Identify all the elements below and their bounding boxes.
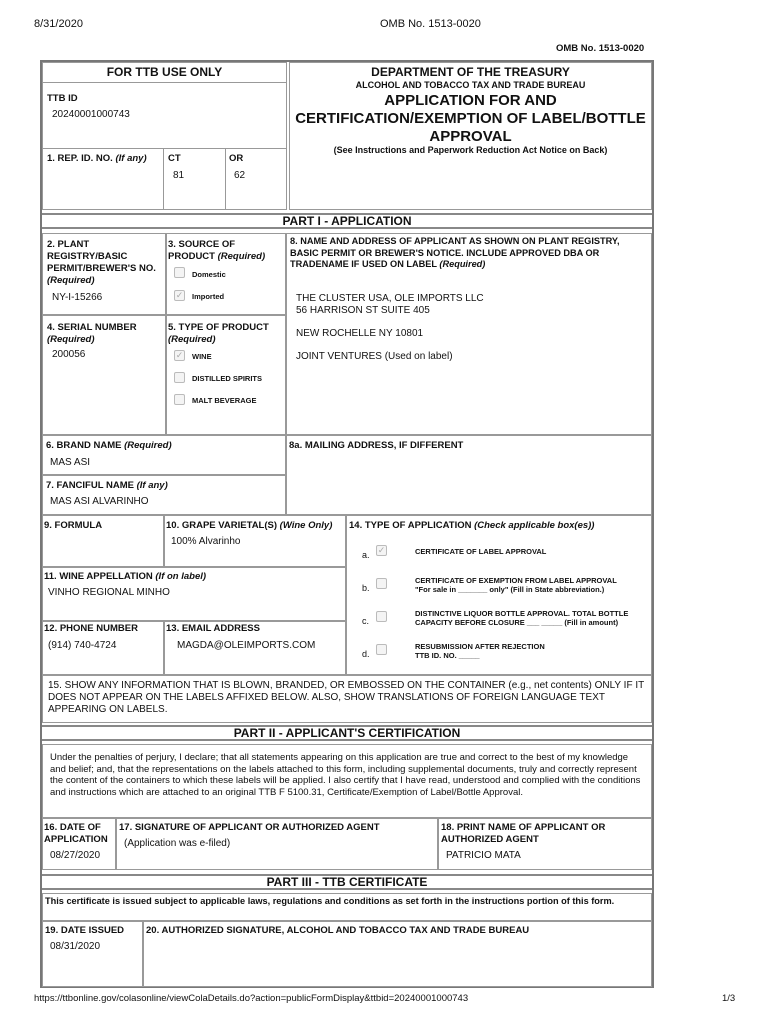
part1-heading: PART I - APPLICATION [42,213,652,229]
rep-id-label: 1. REP. ID. NO. (If any) [47,153,147,164]
application-type-box [346,515,652,675]
divider [42,82,287,83]
email-value: MAGDA@OLEIMPORTS.COM [177,640,316,651]
print-name-label: 18. PRINT NAME OF APPLICANT OR AUTHORIZED AGENT [441,822,606,845]
brand-value: MAS ASI [50,457,91,468]
date-issued-value: 08/31/2020 [50,941,101,952]
application-type-label: 14. TYPE OF APPLICATION (Check applicable box(es)) [349,520,595,531]
grape-value: 100% Alvarinho [171,536,241,547]
ct-label: CT [168,153,181,164]
option-a-letter: a. [362,550,370,560]
ttb-id-value: 20240001000743 [52,109,130,120]
signature-value: (Application was e-filed) [124,838,231,849]
serial-value: 200056 [52,349,86,360]
ct-value: 81 [173,170,185,181]
phone-label: 12. PHONE NUMBER [44,623,138,634]
application-date-value: 08/27/2020 [50,850,101,861]
distilled-spirits-label: DISTILLED SPIRITS [192,374,263,383]
serial-label: 4. SERIAL NUMBER (Required) [47,322,137,345]
application-date-label: 16. DATE OF APPLICATION [44,822,108,845]
exemption-text: CERTIFICATE OF EXEMPTION FROM LABEL APPROVAL [415,576,617,585]
bottle-approval-checkbox[interactable] [376,611,387,622]
resubmission-checkbox[interactable] [376,644,387,655]
imported-label: Imported [192,292,225,301]
exemption-checkbox[interactable] [376,578,387,589]
certificate-statement: This certificate is issued subject to applicable laws, regulations and conditions as set forth in the instructions portion of this form. [45,896,615,906]
applicant-street: 56 HARRISON ST SUITE 405 [296,305,430,316]
wine-label: WINE [192,352,212,361]
applicant-dba: JOINT VENTURES (Used on label) [296,351,453,362]
ttb-use-title: FOR TTB USE ONLY [106,65,223,79]
domestic-checkbox[interactable] [174,267,185,278]
omb-header: OMB No. 1513-0020 [380,18,481,30]
applicant-label: 8. NAME AND ADDRESS OF APPLICANT AS SHOWN ON PLANT REGISTRY, BASIC PERMIT OR BREWER'S NOTICE. INCLUDE APPROVED DBA OR TRADENAME IF USED ON LABEL (Required) [290,236,620,269]
bureau-name: ALCOHOL AND TOBACCO TAX AND TRADE BUREAU [355,80,586,90]
ttb-use-box [42,62,287,210]
part2-heading: PART II - APPLICANT'S CERTIFICATION [42,725,652,741]
malt-beverage-label: MALT BEVERAGE [192,396,257,405]
resubmission-text: RESUBMISSION AFTER REJECTION [415,642,545,651]
option-b-letter: b. [362,583,370,593]
instructions-note: (See Instructions and Paperwork Reduction Act Notice on Back) [333,145,608,155]
form-title: APPLICATION FOR AND CERTIFICATION/EXEMPTION OF LABEL/BOTTLE APPROVAL [295,92,646,145]
imported-checkbox[interactable]: ✓ [175,290,184,300]
distilled-spirits-checkbox[interactable] [174,372,185,383]
print-date: 8/31/2020 [34,18,83,30]
page-url[interactable]: https://ttbonline.gov/colasonline/viewColaDetails.do?action=publicFormDisplay&ttbid=20240001000743 [34,993,469,1004]
bottle-capacity: CAPACITY BEFORE CLOSURE ___ _____ (Fill in amount) [415,618,619,627]
email-label: 13. EMAIL ADDRESS [166,623,260,634]
brand-label: 6. BRAND NAME (Required) [46,440,172,451]
label-approval-checkbox[interactable]: ✓ [377,545,386,555]
or-label: OR [229,153,244,164]
formula-label: 9. FORMULA [44,520,103,531]
option-d-letter: d. [362,649,370,659]
part3-heading: PART III - TTB CERTIFICATE [42,874,652,890]
page-number: 1/3 [722,993,736,1004]
divider [225,148,226,210]
fanciful-label: 7. FANCIFUL NAME (If any) [46,480,168,491]
phone-value: (914) 740-4724 [48,640,117,651]
omb-number: OMB No. 1513-0020 [556,43,645,54]
certification-statement: Under the penalties of perjury, I declare; that all statements appearing on this application are true and correct to the best of my knowledge and belief; and, that the representations on the labels attached to this form, including supplemental documents, truly and correctly represent the content of the containers to which these labels will be applied. I also certify that I have read, understood and complied with the conditions and instructions which are attached to an original TTB F 5100.31, Certificate/Exemption of Label/Bottle Approval. [50,752,641,798]
label-approval-text: CERTIFICATE OF LABEL APPROVAL [415,547,547,556]
product-type-label: 5. TYPE OF PRODUCT (Required) [168,322,269,345]
plant-registry-label: 2. PLANT REGISTRY/BASIC PERMIT/BREWER'S NO. (Required) [47,239,156,286]
date-issued-label: 19. DATE ISSUED [45,925,125,936]
plant-registry-value: NY-I-15266 [52,292,103,303]
malt-beverage-checkbox[interactable] [174,394,185,405]
source-label: 3. SOURCE OF PRODUCT (Required) [168,239,266,262]
item15-text: 15. SHOW ANY INFORMATION THAT IS BLOWN, BRANDED, OR EMBOSSED ON THE CONTAINER (e.g., net contents) ONLY IF IT DOES NOT APPEAR ON THE LABELS AFFIXED BELOW. ALSO, SHOW TRANSLATIONS OF FOREIGN LANGUAGE TEXT APPEARING ON LABELS. [48,680,645,715]
divider [163,148,164,210]
resubmission-ttb-id: TTB ID. NO. _____ [415,651,480,660]
applicant-city: NEW ROCHELLE NY 10801 [296,328,424,339]
domestic-label: Domestic [192,270,226,279]
appellation-value: VINHO REGIONAL MINHO [48,587,170,598]
authorized-signature-label: 20. AUTHORIZED SIGNATURE, ALCOHOL AND TOBACCO TAX AND TRADE BUREAU [146,925,530,936]
bottle-approval-text: DISTINCTIVE LIQUOR BOTTLE APPROVAL. TOTAL BOTTLE [415,609,629,618]
divider [42,148,287,149]
print-name-value: PATRICIO MATA [446,850,521,861]
mailing-label: 8a. MAILING ADDRESS, IF DIFFERENT [289,440,464,451]
grape-label: 10. GRAPE VARIETAL(S) (Wine Only) [166,520,333,531]
wine-checkbox[interactable]: ✓ [175,350,184,360]
fanciful-value: MAS ASI ALVARINHO [50,496,149,507]
ttb-id-label: TTB ID [47,93,78,104]
department-name: DEPARTMENT OF THE TREASURY [371,65,570,79]
applicant-name: THE CLUSTER USA, OLE IMPORTS LLC [296,293,484,304]
signature-label: 17. SIGNATURE OF APPLICANT OR AUTHORIZED AGENT [119,822,380,833]
exemption-state: "For sale in _______ only" (Fill in State abbreviation.) [415,585,605,594]
appellation-label: 11. WINE APPELLATION (If on label) [44,571,207,582]
option-c-letter: c. [362,616,370,626]
or-value: 62 [234,170,246,181]
